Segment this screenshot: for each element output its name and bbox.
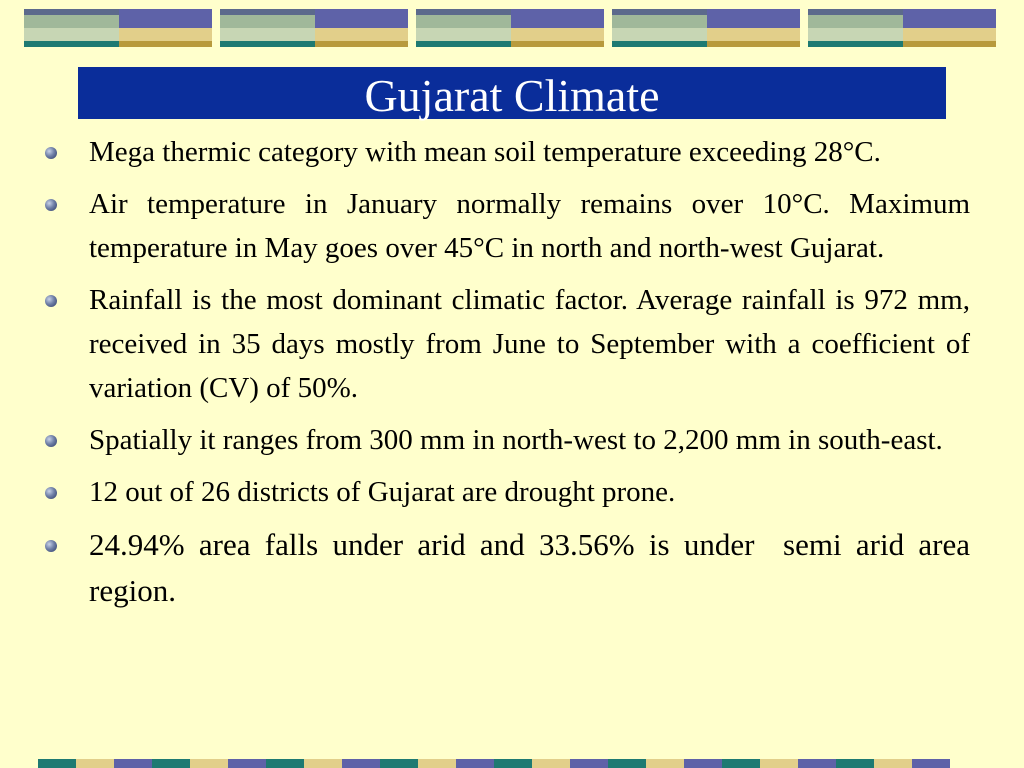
- bullet-text: 12 out of 26 districts of Gujarat are drought prone.: [89, 476, 676, 508]
- bullet-item: [40, 278, 970, 410]
- band-block: [808, 9, 996, 47]
- bullet-dot-icon: [45, 295, 57, 307]
- band-block: [220, 9, 408, 47]
- bullet-text: Spatially it ranges from 300 mm in north-west to 2,200 mm in south-east.: [89, 424, 943, 456]
- bullet-text: Air temperature in January normally remains over 10°C. Maximum temperature in May goes over 45°C in north and north-west Gujarat.: [89, 188, 970, 264]
- bullet-dot-icon: [45, 147, 57, 159]
- bullet-dot-icon: [45, 199, 57, 211]
- bullet-list: [40, 130, 978, 614]
- bullet-item: [40, 182, 970, 270]
- band-block: [416, 9, 604, 47]
- title-bar: [78, 67, 946, 119]
- bullet-dot-icon: [45, 487, 57, 499]
- bullet-item: [40, 522, 978, 614]
- bullet-dot-icon: [45, 540, 57, 552]
- band-block: [24, 9, 212, 47]
- bullet-text: Rainfall is the most dominant climatic factor. Average rainfall is 972 mm, received in 35 days mostly from June to September with a coefficient of variation (CV) of 50%.: [89, 284, 970, 404]
- bullet-text: Mega thermic category with mean soil temperature exceeding 28°C.: [89, 136, 881, 168]
- band-block: [612, 9, 800, 47]
- bullet-text: 24.94% area falls under arid and 33.56% is under semi arid area region.: [89, 527, 978, 608]
- slide-title: Gujarat Climate: [364, 70, 660, 121]
- bullet-item: [40, 418, 970, 462]
- bullet-item: [40, 470, 970, 514]
- bullet-dot-icon: [45, 435, 57, 447]
- bottom-decorative-band: [0, 759, 1024, 768]
- top-decorative-band: [0, 0, 1024, 52]
- bullet-item: [40, 130, 970, 174]
